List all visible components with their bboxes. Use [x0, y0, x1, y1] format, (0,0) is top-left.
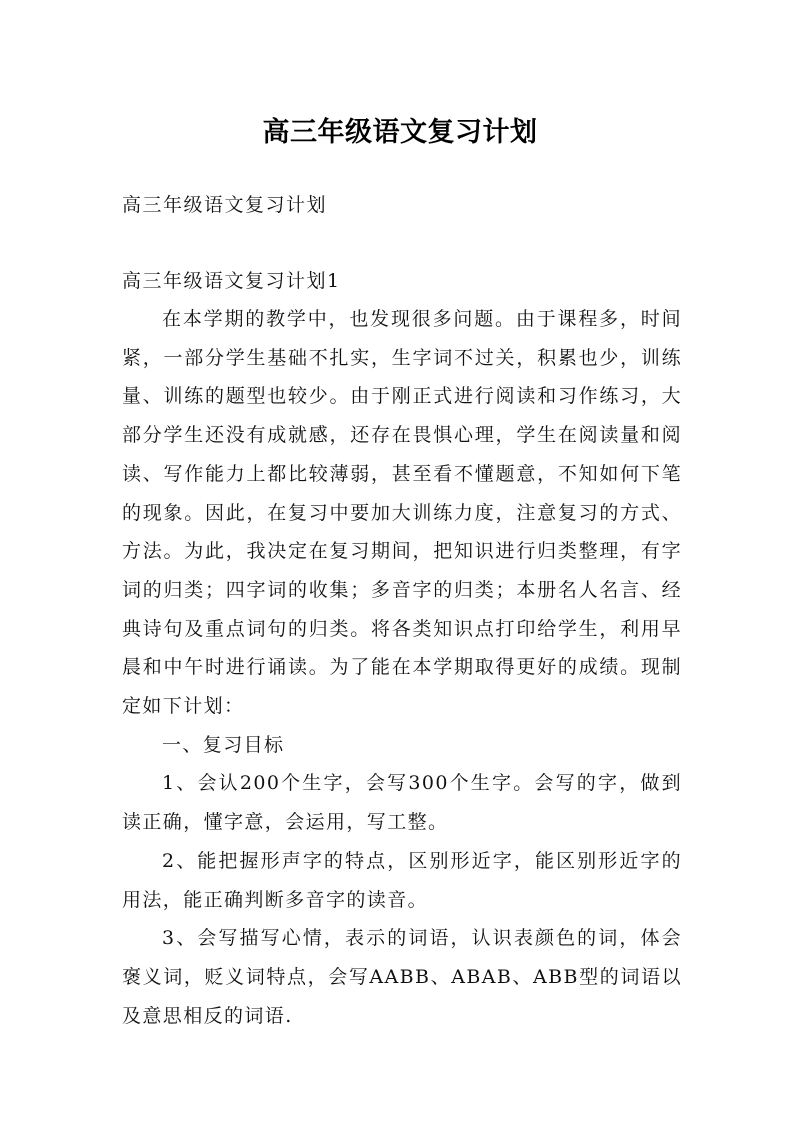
paragraph-review-goals-heading: 一、复习目标 [162, 733, 285, 756]
section-heading: 高三年级语文复习计划1 [122, 270, 341, 292]
page-title: 高三年级语文复习计划 [262, 117, 538, 149]
document-body [122, 264, 682, 1035]
paragraph-goal-2: 2、能把握形声字的特点，区别形近字，能区别形近字的用法，能正确判断多音字的读音。 [122, 849, 682, 911]
paragraph-intro: 在本学期的教学中，也发现很多问题。由于课程多，时间紧，一部分学生基础不扎实，生字词不过关，积累也少，训练量、训练的题型也较少。由于刚正式进行阅读和习作练习，大部分学生还没有成就感，还存在畏惧心理，学生在阅读量和阅读、写作能力上都比较薄弱，甚至看不懂题意，不知如何下笔的现象。因此，在复习中要加大训练力度，注意复习的方式、方法。为此，我决定在复习期间，把知识进行归类整理，有字词的归类；四字词的收集；多音字的归类；本册名人名言、经典诗句及重点词句的归类。将各类知识点打印给学生，利用早晨和中午时进行诵读。为了能在本学期取得更好的成绩。现制定如下计划： [122, 308, 682, 718]
document-subtitle: 高三年级语文复习计划 [122, 194, 328, 216]
paragraph-goal-1: 1、会认200个生字，会写300个生字。会写的字，做到读正确，懂字意，会运用，写工整。 [122, 772, 682, 834]
paragraph-goal-3: 3、会写描写心情，表示的词语，认识表颜色的词，体会褒义词，贬义词特点，会写AABB、ABAB、ABB型的词语以及意思相反的词语. [122, 927, 682, 1027]
